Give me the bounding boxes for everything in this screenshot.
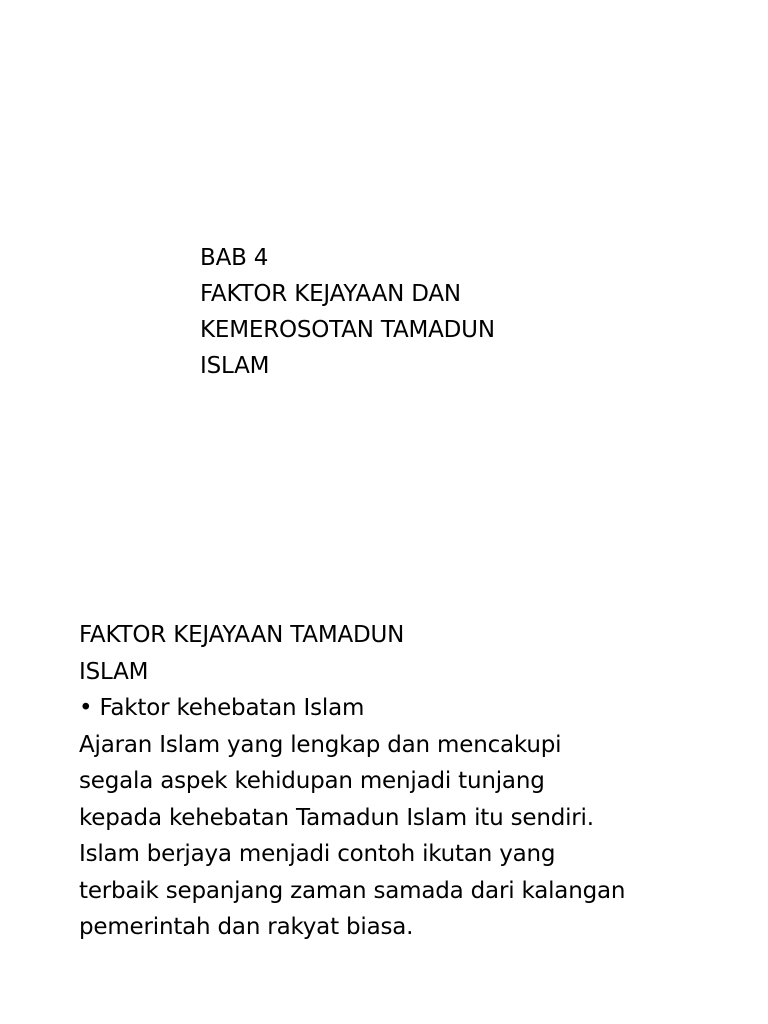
chapter-title-line: ISLAM xyxy=(200,353,270,379)
paragraph-line: Islam berjaya menjadi contoh ikutan yang xyxy=(79,841,556,867)
section-heading-line: ISLAM xyxy=(79,658,149,685)
chapter-title-line: FAKTOR KEJAYAAN DAN xyxy=(200,281,461,307)
paragraph-line: kepada kehebatan Tamadun Islam itu sendiri. xyxy=(79,804,594,831)
paragraph-line: segala aspek kehidupan menjadi tunjang xyxy=(79,768,545,794)
content-section xyxy=(79,617,749,946)
bullet-item: • Faktor kehebatan Islam xyxy=(79,695,365,721)
paragraph-line: pemerintah dan rakyat biasa. xyxy=(79,914,414,940)
section-heading-line: FAKTOR KEJAYAAN TAMADUN xyxy=(79,622,405,648)
paragraph-line: Ajaran Islam yang lengkap dan mencakupi xyxy=(79,731,562,758)
chapter-title-line: KEMEROSOTAN TAMADUN xyxy=(200,317,495,343)
paragraph-line: terbaik sepanjang zaman samada dari kalangan xyxy=(79,877,626,904)
chapter-title xyxy=(200,240,720,384)
chapter-title-line: BAB 4 xyxy=(200,245,269,271)
